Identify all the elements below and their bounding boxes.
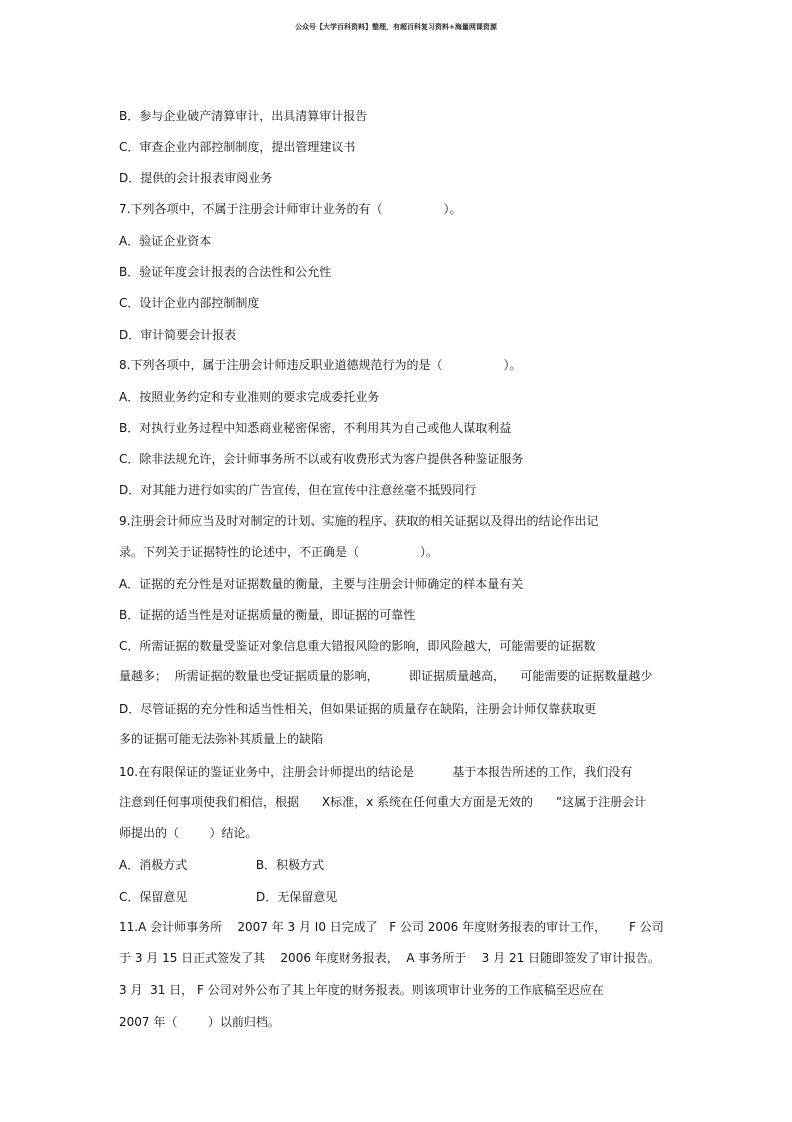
text-line: 3 月 31 日， F 公司对外公布了其上年度的财务报表。则该项审计业务的工作底稿至迟应在 (119, 983, 604, 997)
text-line: B．证据的适当性是对证据质量的衡量，即证据的可靠性 (119, 608, 416, 622)
text-line: C．所需证据的数量受鉴证对象信息重大错报风险的影响，即风险越大，可能需要的证据数 (119, 639, 596, 653)
text-line: C．审查企业内部控制制度，提出管理建议书 (119, 140, 356, 154)
text-line: B．参与企业破产清算审计，出具清算审计报告 (119, 109, 368, 123)
text-line: B．对执行业务过程中知悉商业秘密保密，不利用其为自己或他人谋取利益 (119, 421, 512, 435)
question-7: 7.下列各项中，不属于注册会计师审计业务的有（ ）。 (119, 202, 462, 216)
text-line: C．设计企业内部控制制度 (119, 296, 260, 310)
text-line: 于 3 月 15 日正式签发了其 2006 年度财务报表， A 事务所于 3 月 21 日随即签发了审计报告。 (119, 951, 661, 965)
text-line: 2007 年（ ）以前归档。 (119, 1015, 280, 1029)
text-line: 多的证据可能无法弥补其质量上的缺陷 (119, 732, 324, 746)
question-11: 11.A 会计师事务所 2007 年 3 月 I0 日完成了 F 公司 2006 年度财务报表的审计工作， F 公司 (119, 920, 664, 934)
page-header: 公众号【大学百科资料】整理，有超百科复习资料+海量网课资源 (295, 23, 497, 31)
text-line: A．验证企业资本 (119, 234, 212, 248)
text-line: 师提出的（ ）结论。 (119, 826, 258, 840)
text-line: D．尽管证据的充分性和适当性相关，但如果证据的质量存在缺陷，注册会计师仅靠获取更 (119, 702, 597, 716)
text-line: D．对其能力进行如实的广告宣传，但在宣传中注意丝毫不抵毁同行 (119, 483, 477, 497)
text-line: A．证据的充分性是对证据数量的衡量，主要与注册会计师确定的样本量有关 (119, 577, 524, 591)
text-line: B．验证年度会计报表的合法性和公允性 (119, 265, 332, 279)
text-line: A．消极方式 B．积极方式 (119, 858, 325, 872)
text-line: D．审计简要会计报表 (119, 328, 237, 342)
text-line: C．除非法规允许，会计师事务所不以或有收费形式为客户提供各种鉴证服务 (119, 452, 524, 466)
text-line: A．按照业务约定和专业准则的要求完成委托业务 (119, 390, 380, 404)
question-10: 10.在有限保证的鉴证业务中，注册会计师提出的结论是 基于本报告所述的工作，我们没有 (119, 765, 633, 779)
text-line: D．提供的会计报表审阅业务 (119, 171, 273, 185)
question-9: 9.注册会计师应当及时对制定的计划、实施的程序、获取的相关证据以及得出的结论作出记 (119, 514, 599, 528)
text-line: 注意到任何事项使我们相信，根据 X标准，x 系统在任何重大方面是无效的 ”这属于注册会计 (119, 795, 647, 809)
text-line: C．保留意见 D．无保留意见 (119, 890, 338, 904)
text-line: 量越多； 所需证据的数量也受证据质量的影响， 即证据质量越高， 可能需要的证据数量越少 (119, 669, 653, 683)
question-8: 8.下列各项中，属于注册会计师违反职业道德规范行为的是（ ）。 (119, 358, 522, 372)
text-line: 录。下列关于证据特性的论述中，不正确是（ ）。 (119, 545, 439, 559)
